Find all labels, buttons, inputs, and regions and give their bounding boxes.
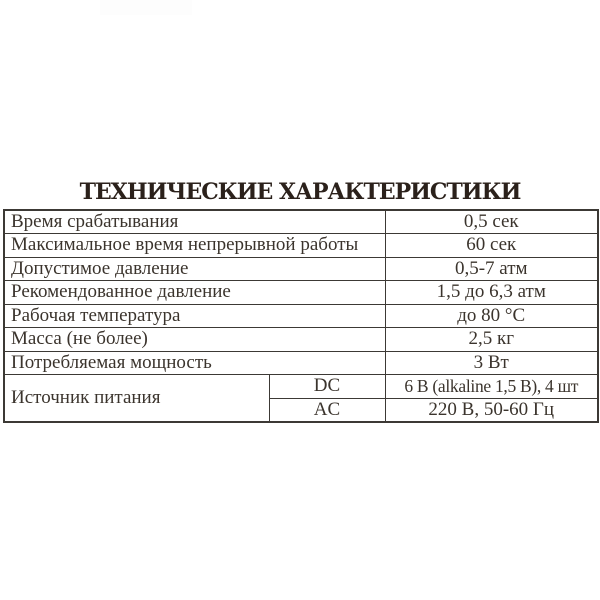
spec-label: Время срабатывания (4, 210, 385, 234)
table-row (4, 234, 598, 258)
spec-value: до 80 °C (385, 304, 598, 328)
table-row-power-dc (4, 375, 598, 399)
page-title: ТЕХНИЧЕСКИЕ ХАРАКТЕРИСТИКИ (79, 179, 521, 205)
spec-value: 3 Вт (385, 351, 598, 375)
spec-label: Допустимое давление (4, 257, 385, 281)
background-artifact (100, 0, 192, 15)
spec-value: 60 сек (385, 234, 598, 258)
spec-label: Максимальное время непрерывной работы (4, 234, 385, 258)
power-type-ac: AC (269, 398, 385, 422)
power-value-dc: 6 В (alkaline 1,5 В), 4 шт (385, 375, 598, 399)
table-row (4, 257, 598, 281)
spec-label-power-source: Источник питания (4, 375, 269, 422)
spec-label: Потребляемая мощность (4, 351, 385, 375)
table-row (4, 210, 598, 234)
spec-label: Рабочая температура (4, 304, 385, 328)
table-row (4, 281, 598, 305)
spec-value: 1,5 до 6,3 атм (385, 281, 598, 305)
spec-value: 0,5-7 атм (385, 257, 598, 281)
spec-label: Масса (не более) (4, 328, 385, 352)
power-value-ac: 220 В, 50-60 Гц (385, 398, 598, 422)
table-row (4, 351, 598, 375)
table-row (4, 328, 598, 352)
spec-value: 0,5 сек (385, 210, 598, 234)
spec-label: Рекомендованное давление (4, 281, 385, 305)
specs-table (3, 209, 599, 423)
power-type-dc: DC (269, 375, 385, 399)
spec-value: 2,5 кг (385, 328, 598, 352)
table-row (4, 304, 598, 328)
